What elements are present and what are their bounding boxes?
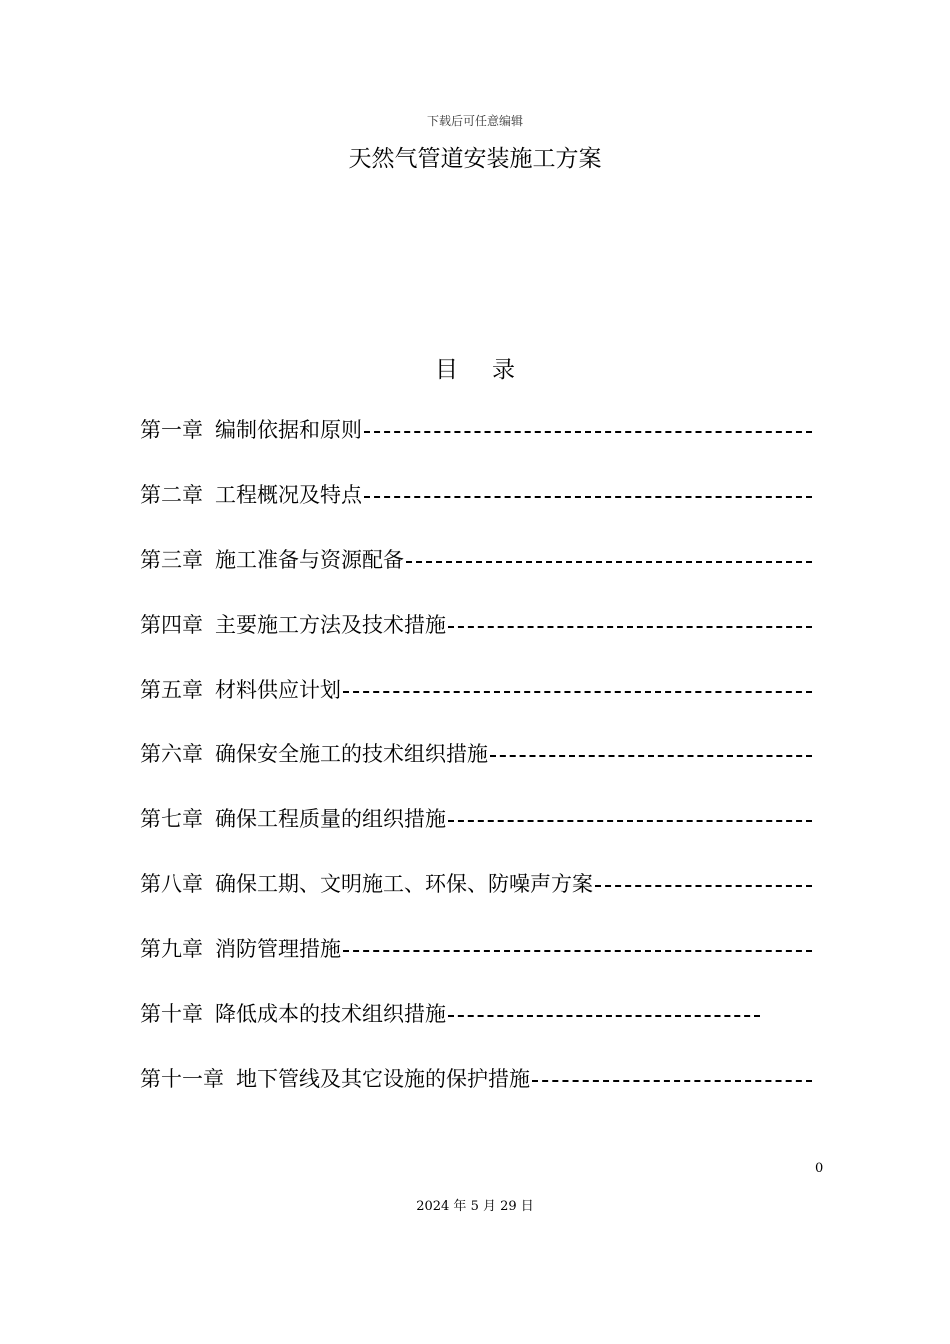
toc-chapter-number: 第十章 xyxy=(140,1002,203,1027)
toc-chapter-title: 确保工期、文明施工、环保、防噪声方案 xyxy=(215,872,593,897)
document-title: 天然气管道安装施工方案 xyxy=(348,146,602,172)
toc-item xyxy=(140,866,812,931)
toc-item xyxy=(140,607,812,672)
toc-item xyxy=(140,736,812,801)
toc-chapter-title: 降低成本的技术组织措施 xyxy=(215,1002,446,1027)
toc-item xyxy=(140,672,812,737)
toc-leader-line xyxy=(364,496,812,498)
footer-date: 2024 年 5 月 29 日 xyxy=(416,1199,534,1214)
toc-leader-line xyxy=(448,626,812,628)
toc-chapter-title: 确保工程质量的组织措施 xyxy=(215,807,446,832)
toc-chapter-title: 地下管线及其它设施的保护措施 xyxy=(236,1066,530,1091)
toc-chapter-number: 第十一章 xyxy=(140,1066,224,1091)
header-note: 下载后可任意编辑 xyxy=(426,114,523,128)
toc-chapter-number: 第九章 xyxy=(140,937,203,962)
toc-chapter-number: 第八章 xyxy=(140,872,203,897)
toc-leader-line xyxy=(532,1080,812,1082)
toc-leader-line xyxy=(448,820,812,822)
table-of-contents xyxy=(140,412,812,1126)
toc-chapter-number: 第四章 xyxy=(140,612,203,637)
toc-chapter-title: 主要施工方法及技术措施 xyxy=(215,612,446,637)
toc-item xyxy=(140,412,812,477)
toc-item xyxy=(140,996,812,1061)
toc-chapter-number: 第二章 xyxy=(140,482,203,507)
toc-chapter-number: 第六章 xyxy=(140,742,203,767)
toc-heading xyxy=(0,351,950,384)
toc-item xyxy=(140,542,812,607)
toc-leader-line xyxy=(364,431,812,433)
toc-leader-line xyxy=(448,1015,760,1017)
toc-chapter-title: 消防管理措施 xyxy=(215,937,341,962)
toc-leader-line xyxy=(595,885,812,887)
toc-item xyxy=(140,477,812,542)
toc-item xyxy=(140,1061,812,1126)
toc-chapter-title: 确保安全施工的技术组织措施 xyxy=(215,742,488,767)
page-number: 0 xyxy=(815,1161,824,1176)
toc-leader-line xyxy=(490,755,812,757)
toc-leader-line xyxy=(343,950,812,952)
toc-leader-line xyxy=(343,691,812,693)
toc-chapter-number: 第一章 xyxy=(140,418,203,442)
toc-heading-part1: 目 xyxy=(435,357,458,383)
toc-leader-line xyxy=(406,561,812,563)
toc-chapter-title: 材料供应计划 xyxy=(215,677,341,702)
toc-chapter-title: 工程概况及特点 xyxy=(215,482,362,507)
toc-chapter-number: 第三章 xyxy=(140,547,203,572)
toc-item xyxy=(140,931,812,996)
toc-chapter-number: 第七章 xyxy=(140,807,203,832)
toc-chapter-title: 施工准备与资源配备 xyxy=(215,547,404,572)
toc-chapter-title: 编制依据和原则 xyxy=(215,418,362,442)
toc-chapter-number: 第五章 xyxy=(140,677,203,702)
toc-heading-part2: 录 xyxy=(492,357,515,383)
toc-item xyxy=(140,801,812,866)
